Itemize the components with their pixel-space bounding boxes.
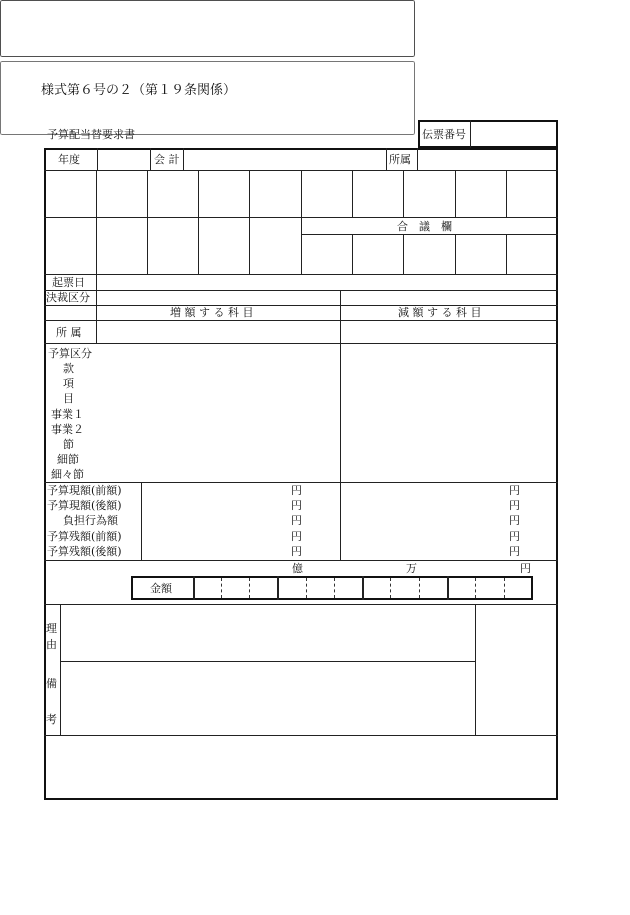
amount-input[interactable] xyxy=(196,578,530,598)
budget-item: 目 xyxy=(63,392,74,405)
reason-label: 理 xyxy=(46,622,57,635)
yen-unit: 円 xyxy=(509,530,520,543)
slip-number-input[interactable] xyxy=(473,123,555,145)
account-label: 会 計 xyxy=(154,153,180,166)
remarks-label: 備 xyxy=(46,677,57,690)
yen-unit: 円 xyxy=(509,514,520,527)
unit-en: 円 xyxy=(520,562,531,575)
budget-item: 細々節 xyxy=(51,468,84,481)
amount-row-label: 予算現額(後額) xyxy=(47,499,122,512)
form-number: 様式第６号の２（第１９条関係） xyxy=(41,83,237,98)
affiliation-label: 所属 xyxy=(389,153,411,166)
unit-oku: 億 xyxy=(292,562,303,575)
yen-unit: 円 xyxy=(509,499,520,512)
budget-item: 予算区分 xyxy=(48,347,92,360)
budget-item: 項 xyxy=(63,377,74,390)
draft-date-input[interactable] xyxy=(98,276,556,289)
year-input[interactable] xyxy=(99,150,148,168)
yen-unit: 円 xyxy=(509,545,520,558)
yen-unit: 円 xyxy=(291,484,302,497)
decrease-header: 減 額 す る 科 目 xyxy=(398,306,482,319)
approval-category-input[interactable] xyxy=(98,291,338,304)
affiliation-input[interactable] xyxy=(419,150,555,168)
document-title: 予算配当替要求書 xyxy=(47,128,135,141)
budget-item: 節 xyxy=(63,438,74,451)
draft-date-label: 起票日 xyxy=(52,276,85,289)
council-label: 合 議 欄 xyxy=(397,220,452,233)
yen-unit: 円 xyxy=(291,514,302,527)
affiliation-row-label: 所 属 xyxy=(56,326,82,339)
budget-item: 事業２ xyxy=(51,423,84,436)
remarks-label: 考 xyxy=(46,713,57,726)
yen-unit: 円 xyxy=(291,545,302,558)
yen-unit: 円 xyxy=(291,530,302,543)
budget-item: 款 xyxy=(63,362,74,375)
yen-unit: 円 xyxy=(291,499,302,512)
reason-label: 由 xyxy=(46,638,57,651)
reason-input[interactable] xyxy=(0,0,415,57)
budget-item: 事業１ xyxy=(51,408,84,421)
amount-row-label: 負担行為額 xyxy=(63,514,118,527)
unit-man: 万 xyxy=(406,562,417,575)
amount-row-label: 予算残額(後額) xyxy=(47,545,122,558)
year-label: 年度 xyxy=(58,153,80,166)
remarks-input[interactable] xyxy=(0,61,415,135)
amount-label: 金額 xyxy=(150,582,172,595)
amount-row-label: 予算現額(前額) xyxy=(47,484,122,497)
increase-header: 増 額 す る 科 目 xyxy=(170,306,254,319)
slip-number-label: 伝票番号 xyxy=(422,128,466,141)
yen-unit: 円 xyxy=(509,484,520,497)
amount-row-label: 予算残額(前額) xyxy=(47,530,122,543)
approval-category-label: 決裁区分 xyxy=(46,291,90,304)
budget-item: 細節 xyxy=(57,453,79,466)
account-input[interactable] xyxy=(185,150,384,168)
